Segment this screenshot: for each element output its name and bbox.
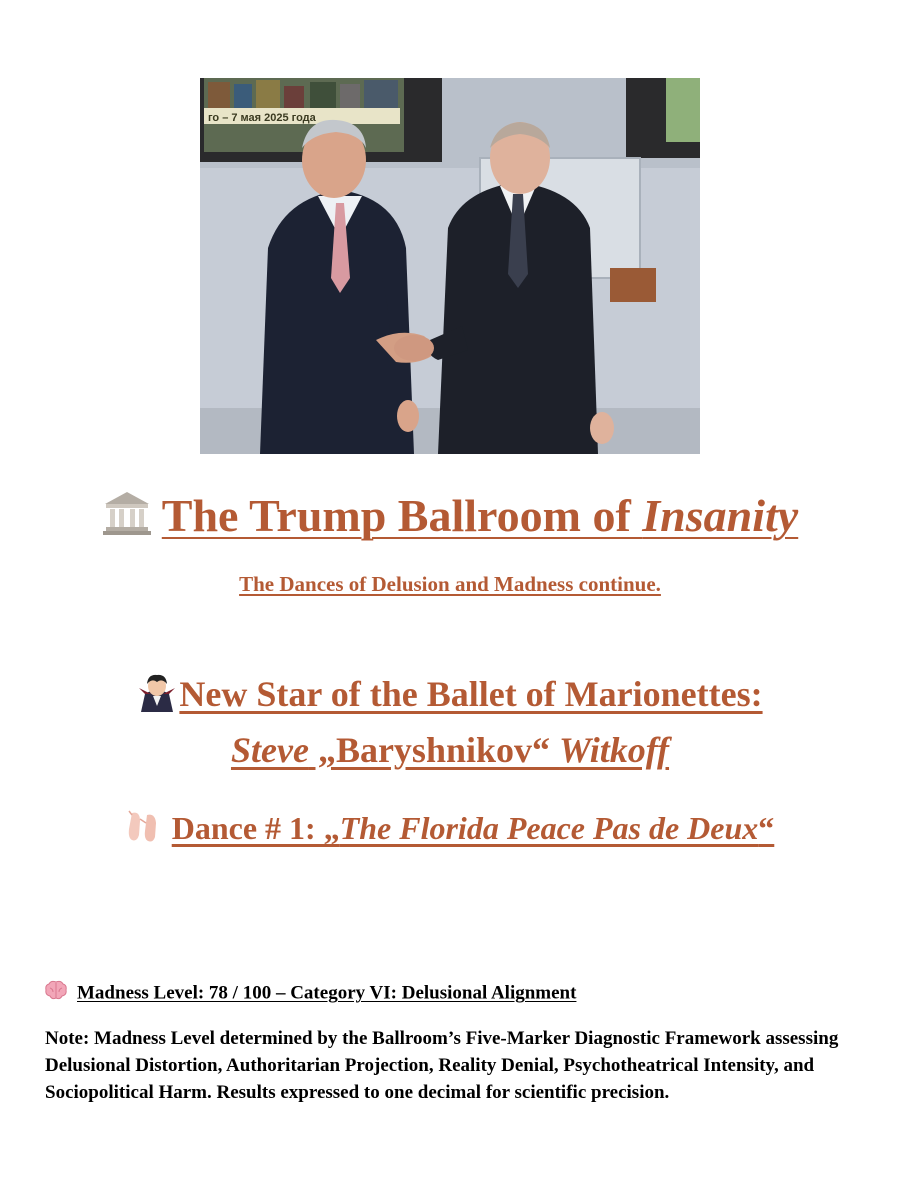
title-prefix: The Trump Ballroom of [161, 490, 643, 541]
ballet-shoes-icon [126, 809, 162, 854]
dance-suffix: “ [758, 810, 775, 846]
methodology-note: Note: Madness Level determined by the Ballroom’s Five-Marker Diagnostic Framework assessing Delusional Distortion, Authoritarian Projection, Reality Denial, Psychotheatrical Intensity, and Sociopolitical Harm. Results expressed to one decimal for scientific precision. [45, 1028, 839, 1103]
vampire-icon [137, 672, 177, 724]
photo-handshake [200, 78, 700, 454]
screen-caption: го – 7 мая 2025 года [208, 112, 316, 124]
star-nickname: „Baryshnikov“ [308, 730, 560, 770]
madness-level [45, 980, 576, 1008]
star-heading [0, 670, 900, 724]
star-name [0, 726, 900, 774]
subtitle: The Dances of Delusion and Madness continue. [239, 572, 661, 596]
dance-heading [0, 806, 900, 854]
dance-prefix: Dance # 1: „ [171, 810, 340, 846]
star-last-name: Witkoff [559, 730, 670, 770]
brain-icon [45, 980, 67, 1008]
title-emphasis: Insanity [642, 490, 799, 541]
madness-label: Madness Level: 78 / 100 – Category VI: Delusional Alignment [77, 982, 577, 1004]
star-first-name: Steve [230, 730, 309, 770]
handshake-photo-illustration [200, 78, 700, 454]
page-title [0, 486, 900, 551]
star-heading-text: New Star of the Ballet of Marionettes: [179, 674, 763, 714]
dance-title: The Florida Peace Pas de Deux [339, 810, 759, 846]
classical-building-icon [102, 490, 152, 551]
